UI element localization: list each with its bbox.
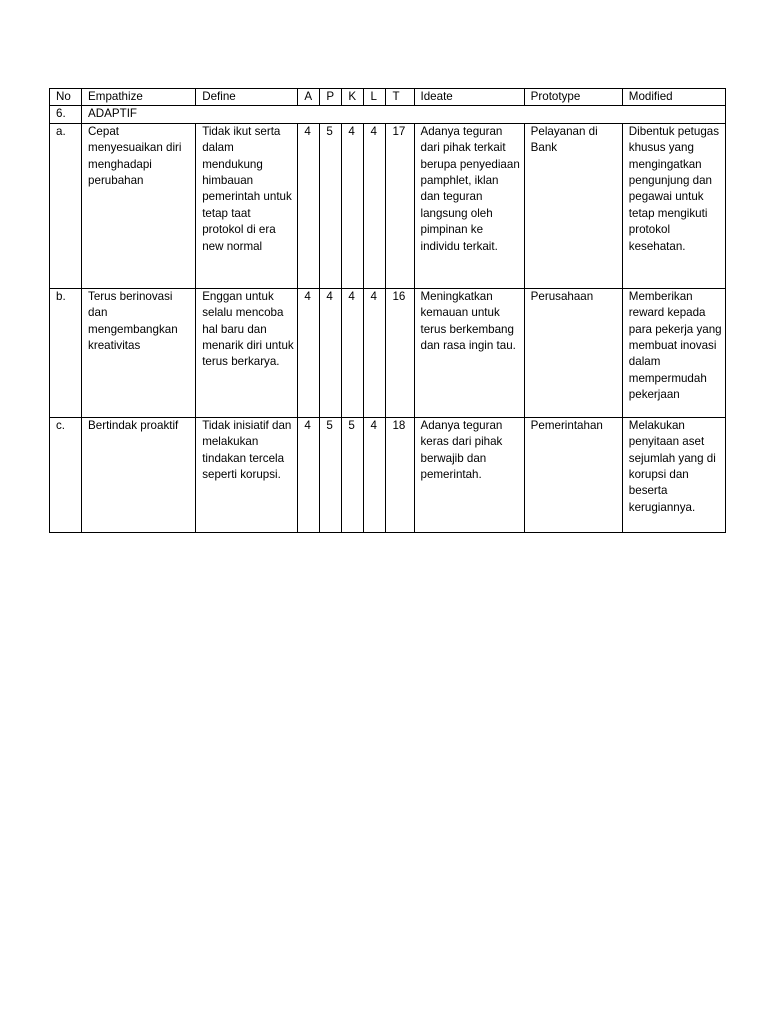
row-score-t: 18 xyxy=(386,417,414,532)
header-prototype: Prototype xyxy=(524,89,622,106)
section-title: ADAPTIF xyxy=(82,106,726,123)
table-header-row xyxy=(50,89,726,106)
row-score-l: 4 xyxy=(364,417,386,532)
row-no: b. xyxy=(50,288,82,417)
header-no: No xyxy=(50,89,82,106)
row-empathize: Terus berinovasi dan mengembangkan kreativitas xyxy=(82,288,196,417)
row-score-a: 4 xyxy=(298,288,320,417)
adaptif-table xyxy=(49,88,726,533)
row-score-t: 16 xyxy=(386,288,414,417)
row-score-p: 5 xyxy=(320,417,342,532)
row-score-t: 17 xyxy=(386,123,414,288)
header-empathize: Empathize xyxy=(82,89,196,106)
row-prototype: Pemerintahan xyxy=(524,417,622,532)
row-define: Tidak ikut serta dalam mendukung himbauan pemerintah untuk tetap taat protokol di era new normal xyxy=(196,123,298,288)
row-score-l: 4 xyxy=(364,123,386,288)
row-modified: Memberikan reward kepada para pekerja yang membuat inovasi dalam mempermudah pekerjaan xyxy=(622,288,725,417)
row-ideate: Adanya teguran dari pihak terkait berupa penyediaan pamphlet, iklan dan teguran langsung oleh pimpinan ke individu terkait. xyxy=(414,123,524,288)
row-no: a. xyxy=(50,123,82,288)
section-number: 6. xyxy=(50,106,82,123)
row-empathize: Bertindak proaktif xyxy=(82,417,196,532)
row-prototype: Pelayanan di Bank xyxy=(524,123,622,288)
row-define: Enggan untuk selalu mencoba hal baru dan menarik diri untuk terus berkarya. xyxy=(196,288,298,417)
row-modified: Melakukan penyitaan aset sejumlah yang di korupsi dan beserta kerugiannya. xyxy=(622,417,725,532)
row-empathize: Cepat menyesuaikan diri menghadapi perubahan xyxy=(82,123,196,288)
row-score-k: 4 xyxy=(342,288,364,417)
header-t: T xyxy=(386,89,414,106)
row-score-k: 4 xyxy=(342,123,364,288)
table-row xyxy=(50,417,726,532)
row-score-l: 4 xyxy=(364,288,386,417)
table-row xyxy=(50,288,726,417)
row-ideate: Meningkatkan kemauan untuk terus berkembang dan rasa ingin tau. xyxy=(414,288,524,417)
row-score-p: 4 xyxy=(320,288,342,417)
header-l: L xyxy=(364,89,386,106)
row-score-p: 5 xyxy=(320,123,342,288)
row-prototype: Perusahaan xyxy=(524,288,622,417)
row-no: c. xyxy=(50,417,82,532)
header-a: A xyxy=(298,89,320,106)
row-score-k: 5 xyxy=(342,417,364,532)
header-define: Define xyxy=(196,89,298,106)
row-modified: Dibentuk petugas khusus yang mengingatkan pengunjung dan pegawai untuk tetap mengikuti protokol kesehatan. xyxy=(622,123,725,288)
header-k: K xyxy=(342,89,364,106)
row-define: Tidak inisiatif dan melakukan tindakan tercela seperti korupsi. xyxy=(196,417,298,532)
table-row xyxy=(50,123,726,288)
header-modified: Modified xyxy=(622,89,725,106)
row-ideate: Adanya teguran keras dari pihak berwajib dan pemerintah. xyxy=(414,417,524,532)
section-row xyxy=(50,106,726,123)
header-ideate: Ideate xyxy=(414,89,524,106)
row-score-a: 4 xyxy=(298,123,320,288)
header-p: P xyxy=(320,89,342,106)
row-score-a: 4 xyxy=(298,417,320,532)
